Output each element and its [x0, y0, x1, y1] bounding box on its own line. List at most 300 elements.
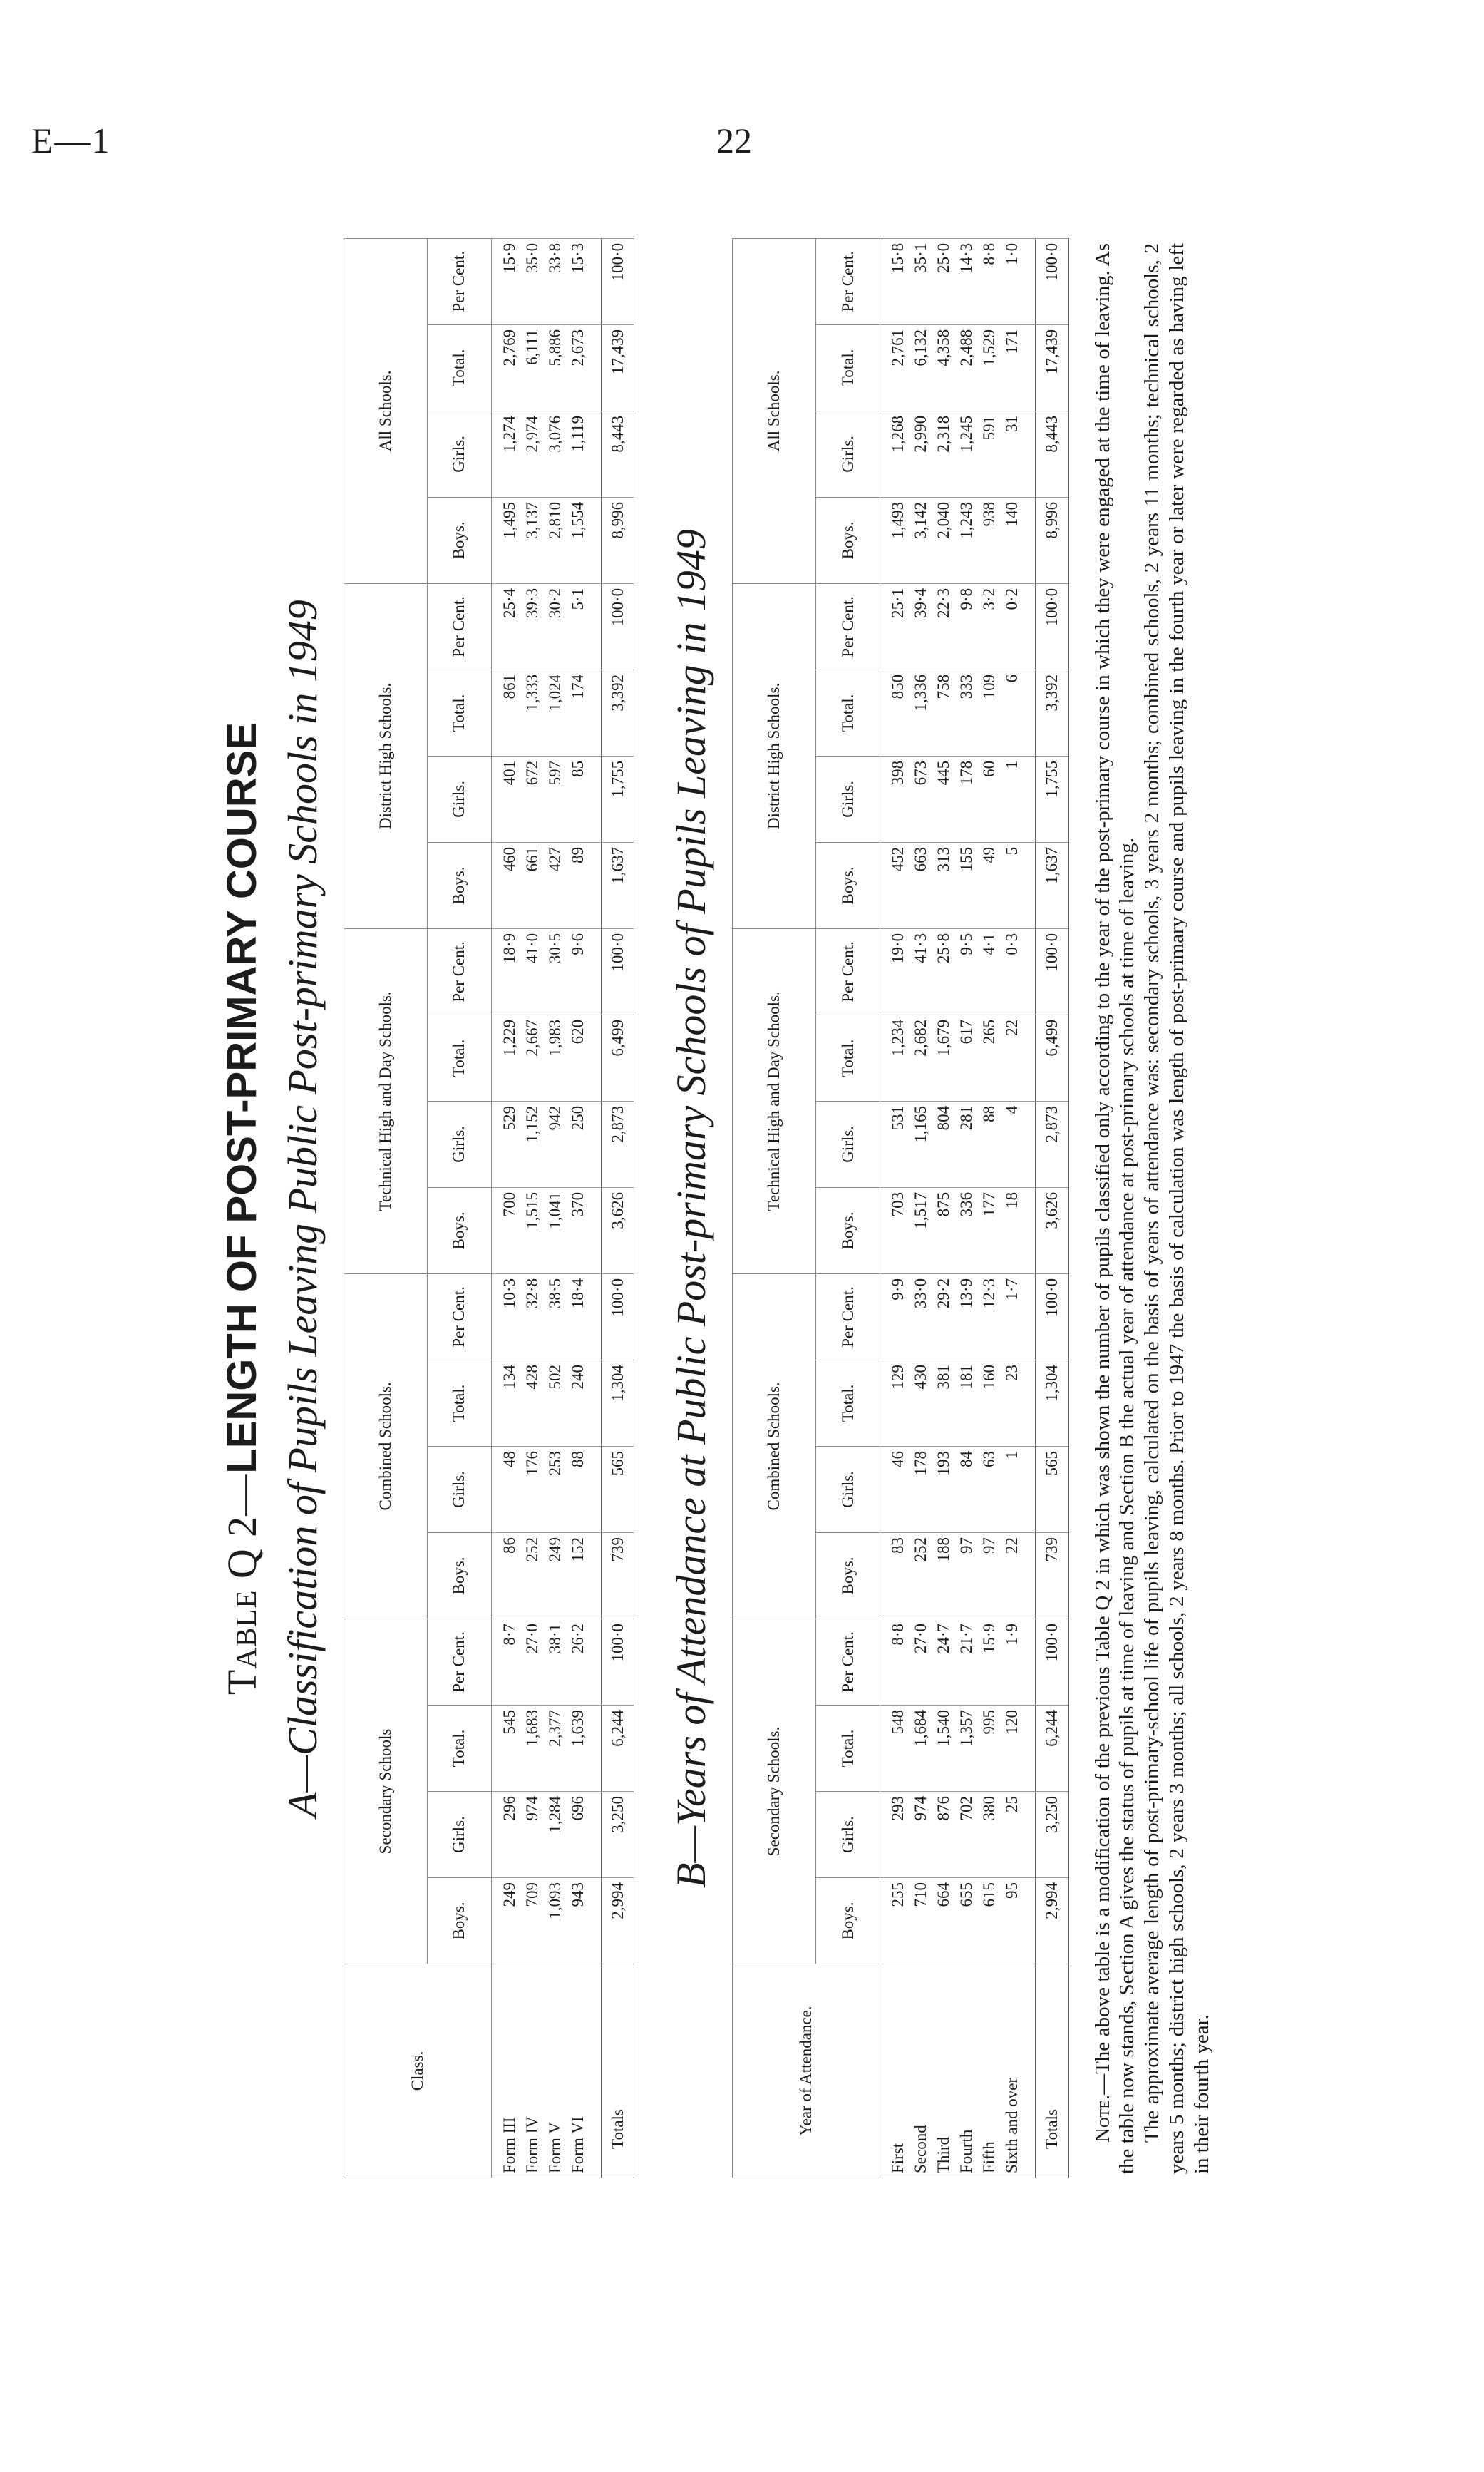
section-b-cell: 83	[880, 1532, 910, 1619]
section-b-row-label	[955, 1964, 978, 2178]
section-b-spacer-cell	[1024, 1706, 1036, 1792]
section-b-cell: 1,684	[910, 1706, 932, 1792]
section-a-spacer-cell	[589, 1964, 602, 2178]
section-b-spacer-cell	[1024, 1964, 1036, 2178]
section-a-cell: 974	[521, 1792, 544, 1878]
section-b-column-header: Total.	[816, 1706, 880, 1792]
section-a-totals-cell: 8,443	[601, 411, 634, 497]
section-b-cell: 41·3	[910, 928, 932, 1015]
section-a-column-header: Boys.	[428, 1187, 492, 1273]
section-b-column-header: Per Cent.	[816, 1619, 880, 1705]
section-b-totals-cell: 100·0	[1035, 238, 1068, 324]
section-b-header-cols	[816, 238, 880, 2178]
section-b-totals-cell: 6,499	[1035, 1015, 1068, 1101]
section-a-cell: 39·3	[521, 583, 544, 670]
section-a-cell: 2,667	[521, 1015, 544, 1101]
section-b-cell: 18	[1001, 1187, 1024, 1273]
section-b-row-label	[978, 1964, 1001, 2178]
section-b-group-header: All Schools.	[733, 238, 816, 583]
section-a-spacer-cell	[589, 1878, 602, 1964]
section-a-column-header: Boys.	[428, 1878, 492, 1964]
section-b-cell: 1	[1001, 1446, 1024, 1532]
section-b-cell: 19·0	[880, 928, 910, 1015]
section-b-spacer-cell	[1024, 842, 1036, 928]
section-b-spacer-cell	[1024, 1187, 1036, 1273]
section-a-totals-cell: 6,244	[601, 1706, 634, 1792]
section-a-row-label	[567, 1964, 589, 2178]
note-paragraph-1	[1091, 243, 1140, 2174]
section-b-column-header: Boys.	[816, 1532, 880, 1619]
section-b-header-groups	[733, 238, 816, 2178]
section-a-totals-cell: 100·0	[601, 238, 634, 324]
section-b-cell: 452	[880, 842, 910, 928]
section-a-cell: 38·5	[544, 1273, 567, 1360]
section-b-row-label	[932, 1964, 955, 2178]
section-a-column-header: Per Cent.	[428, 238, 492, 324]
section-a-cell: 2,769	[492, 324, 521, 411]
section-b-cell: 63	[978, 1446, 1001, 1532]
section-b-column-header: Per Cent.	[816, 238, 880, 324]
section-a-spacer-cell	[589, 1792, 602, 1878]
section-b-spacer-row	[1024, 238, 1036, 2178]
section-a-cell: 174	[567, 670, 589, 756]
section-a-cell: 249	[544, 1532, 567, 1619]
section-a-cell: 1,229	[492, 1015, 521, 1101]
section-b-cell: 31	[1001, 411, 1024, 497]
section-a-column-header: Boys.	[428, 842, 492, 928]
section-a-cell: 152	[567, 1532, 589, 1619]
section-b-cell: 1·9	[1001, 1619, 1024, 1705]
section-b-column-header: Boys.	[816, 1187, 880, 1273]
section-b-cell: 4,358	[932, 324, 955, 411]
section-b-spacer-cell	[1024, 1792, 1036, 1878]
section-a-column-header: Girls.	[428, 1446, 492, 1532]
section-b-cell: 1·0	[1001, 238, 1024, 324]
section-a-totals-row	[601, 238, 634, 2178]
section-b-table-row	[910, 238, 932, 2178]
section-b-cell: 938	[978, 497, 1001, 583]
section-a-cell: 1,024	[544, 670, 567, 756]
section-b-cell: 445	[932, 756, 955, 842]
section-b-cell: 2,682	[910, 1015, 932, 1101]
section-b-cell: 193	[932, 1446, 955, 1532]
section-b-cell: 265	[978, 1015, 1001, 1101]
section-b-cell: 95	[1001, 1878, 1024, 1964]
section-a-totals-cell: 100·0	[601, 1273, 634, 1360]
section-b-cell: 15·8	[880, 238, 910, 324]
section-b-cell: 531	[880, 1101, 910, 1187]
section-b-totals-cell: 100·0	[1035, 1273, 1068, 1360]
section-b-cell: 2,318	[932, 411, 955, 497]
section-a-cell: 943	[567, 1878, 589, 1964]
section-a-cell: 696	[567, 1792, 589, 1878]
section-b-cell: 8·8	[978, 238, 1001, 324]
section-a-column-header: Boys.	[428, 497, 492, 583]
section-a-cell: 5,886	[544, 324, 567, 411]
section-b-row-label-text: Second	[912, 2125, 930, 2173]
section-a-cell: 2,974	[521, 411, 544, 497]
section-b-cell: 0·3	[1001, 928, 1024, 1015]
section-b-cell: 398	[880, 756, 910, 842]
section-a-cell: 700	[492, 1187, 521, 1273]
section-a-totals-cell: 6,499	[601, 1015, 634, 1101]
note-paragraph-2: The approximate average length of post-primary-school life of pupils leaving, calculated on the basis of years of attendance was: secondary schools, 3 years 2 months; combined schools, 2 years 11 months; technical schools, 2 years 5 months; district high schools, 2 years 3 months; all schools, 2 years 8 months. Prior to 1947 the basis of calculation was length of post-primary course and pupils leaving in the fourth year or later were regarded as having left in their fourth year.	[1140, 243, 1213, 2174]
section-b-spacer-cell	[1024, 928, 1036, 1015]
section-a-title: A—Classification of Pupils Leaving Public Post-primary Schools in 1949	[279, 600, 326, 1817]
section-b-group-header: Combined Schools.	[733, 1273, 816, 1619]
page-code: E—1	[31, 120, 111, 160]
section-a-header	[344, 238, 492, 2178]
section-b-cell: 15·9	[978, 1619, 1001, 1705]
section-a-cell: 620	[567, 1015, 589, 1101]
section-a-cell: 3,137	[521, 497, 544, 583]
section-b-column-header: Total.	[816, 324, 880, 411]
section-b-cell: 313	[932, 842, 955, 928]
section-b-column-header: Per Cent.	[816, 1273, 880, 1360]
section-b-spacer-cell	[1024, 670, 1036, 756]
section-a-row-label	[492, 1964, 521, 2178]
section-a-cell: 1,333	[521, 670, 544, 756]
section-a-cell: 460	[492, 842, 521, 928]
section-a-totals-cell: 3,250	[601, 1792, 634, 1878]
section-b-spacer-cell	[1024, 411, 1036, 497]
section-b-column-header: Total.	[816, 670, 880, 756]
section-b-spacer-cell	[1024, 1619, 1036, 1705]
section-a-cell: 6,111	[521, 324, 544, 411]
section-b-totals-cell: 565	[1035, 1446, 1068, 1532]
section-b-cell: 12·3	[978, 1273, 1001, 1360]
section-a-cell: 253	[544, 1446, 567, 1532]
section-a-spacer-cell	[589, 1446, 602, 1532]
section-a-spacer-cell	[589, 756, 602, 842]
section-b-spacer-cell	[1024, 1273, 1036, 1360]
section-b-cell: 673	[910, 756, 932, 842]
section-b-totals-cell: 3,250	[1035, 1792, 1068, 1878]
section-b-group-header: Technical High and Day Schools.	[733, 928, 816, 1273]
section-b-cell: 22	[1001, 1015, 1024, 1101]
section-a-cell: 2,377	[544, 1706, 567, 1792]
section-a-group-header: District High Schools.	[344, 583, 428, 928]
section-a-totals-cell: 3,392	[601, 670, 634, 756]
section-a-spacer-cell	[589, 411, 602, 497]
section-a-column-header: Total.	[428, 670, 492, 756]
section-b-cell: 617	[955, 1015, 978, 1101]
section-a-cell: 3,076	[544, 411, 567, 497]
section-a-row-label	[544, 1964, 567, 2178]
section-b-cell: 109	[978, 670, 1001, 756]
section-b-row-label-text: First	[889, 2143, 907, 2173]
section-b-table-row	[978, 238, 1001, 2178]
section-b-body	[880, 238, 1068, 2178]
section-a-cell: 26·2	[567, 1619, 589, 1705]
section-b-cell: 804	[932, 1101, 955, 1187]
section-b-cell: 710	[910, 1878, 932, 1964]
section-b-totals-cell: 3,392	[1035, 670, 1068, 756]
section-b-totals-cell: 2,873	[1035, 1101, 1068, 1187]
section-a-totals-cell: 2,873	[601, 1101, 634, 1187]
section-b-column-header: Girls.	[816, 411, 880, 497]
section-a-group-header: All Schools.	[344, 238, 428, 583]
table-title-main: LENGTH OF POST-PRIMARY COURSE	[219, 722, 265, 1474]
section-b-column-header: Total.	[816, 1360, 880, 1446]
section-b-totals-cell: 2,994	[1035, 1878, 1068, 1964]
section-a-cell: 5·1	[567, 583, 589, 670]
section-b-cell: 1,529	[978, 324, 1001, 411]
section-a-row-label-text: Form VI	[568, 2116, 587, 2173]
section-b-row-label	[880, 1964, 910, 2178]
section-a-cell: 88	[567, 1446, 589, 1532]
section-b-spacer-cell	[1024, 1532, 1036, 1619]
section-b-cell: 4·1	[978, 928, 1001, 1015]
section-a-header-groups	[344, 238, 428, 2178]
section-a-cell: 176	[521, 1446, 544, 1532]
section-b-column-header: Boys.	[816, 1878, 880, 1964]
section-b-cell: 25·8	[932, 928, 955, 1015]
section-a-spacer-cell	[589, 238, 602, 324]
section-a-cell: 18·9	[492, 928, 521, 1015]
section-a-cell: 370	[567, 1187, 589, 1273]
section-b-cell: 22	[1001, 1532, 1024, 1619]
section-b-cell: 21·7	[955, 1619, 978, 1705]
section-b-totals-cell: 739	[1035, 1532, 1068, 1619]
section-a-table-row	[492, 238, 521, 2178]
section-a-spacer-cell	[589, 1187, 602, 1273]
section-b-title: B—Years of Attendance at Public Post-primary Schools of Pupils Leaving in 1949	[668, 529, 715, 1888]
section-b-cell: 2,761	[880, 324, 910, 411]
section-a-totals-cell: 565	[601, 1446, 634, 1532]
section-a-cell: 10·3	[492, 1273, 521, 1360]
section-a-group-header: Technical High and Day Schools.	[344, 928, 428, 1273]
section-b-cell: 1,234	[880, 1015, 910, 1101]
section-b-row-label-text: Third	[934, 2136, 953, 2173]
section-a-cell: 33·8	[544, 238, 567, 324]
section-a-totals-cell: 1,755	[601, 756, 634, 842]
section-a-column-header: Per Cent.	[428, 1273, 492, 1360]
section-a-row-label-text: Form IV	[522, 2116, 541, 2173]
section-b-table-row	[1001, 238, 1024, 2178]
section-a-spacer-cell	[589, 1273, 602, 1360]
section-a-spacer-cell	[589, 1015, 602, 1101]
section-b-spacer-cell	[1024, 1015, 1036, 1101]
section-a-table-row	[567, 238, 589, 2178]
section-a-cell: 252	[521, 1532, 544, 1619]
section-b-cell: 875	[932, 1187, 955, 1273]
section-b-cell: 129	[880, 1360, 910, 1446]
section-b-column-header: Girls.	[816, 1101, 880, 1187]
section-a-totals-cell: 1,637	[601, 842, 634, 928]
section-a-row-label	[521, 1964, 544, 2178]
section-b-table-row	[932, 238, 955, 2178]
section-a-cell: 249	[492, 1878, 521, 1964]
section-b-cell: 140	[1001, 497, 1024, 583]
section-b-totals-cell: 1,637	[1035, 842, 1068, 928]
section-b-cell: 88	[978, 1101, 1001, 1187]
section-a-table	[344, 238, 634, 2178]
section-b-cell: 1,243	[955, 497, 978, 583]
section-b-cell: 6	[1001, 670, 1024, 756]
section-b-cell: 252	[910, 1532, 932, 1619]
note-lead: Note.	[1091, 2094, 1114, 2143]
section-b-table-row	[955, 238, 978, 2178]
section-a-cell: 1,495	[492, 497, 521, 583]
section-b-cell: 655	[955, 1878, 978, 1964]
section-b-cell: 120	[1001, 1706, 1024, 1792]
table-title	[218, 239, 266, 2178]
section-a-cell: 1,274	[492, 411, 521, 497]
section-a-cell: 1,683	[521, 1706, 544, 1792]
section-a-cell: 1,093	[544, 1878, 567, 1964]
section-a-totals-cell: 17,439	[601, 324, 634, 411]
section-a-cell: 240	[567, 1360, 589, 1446]
section-b-cell: 29·2	[932, 1273, 955, 1360]
section-a-column-header: Boys.	[428, 1532, 492, 1619]
section-a-spacer-cell	[589, 497, 602, 583]
section-b-totals-cell: 8,443	[1035, 411, 1068, 497]
section-a-cell: 1,041	[544, 1187, 567, 1273]
section-a-row-label-text: Form V	[545, 2122, 564, 2173]
note-text-1: —The above table is a modification of the previous Table Q 2 in which was shown the number of pupils classified only according to the year of the post-primary course in which they were engaged at the time of leaving. As the table now stands, Section A gives the status of pupils at time of leaving and Section B the actual year of attendance at post-primary schools at time of leaving.	[1091, 243, 1139, 2174]
section-a-cell: 48	[492, 1446, 521, 1532]
section-b-cell: 6,132	[910, 324, 932, 411]
section-b-row-label-text: Sixth and over	[1002, 2077, 1021, 2173]
section-b-column-header: Per Cent.	[816, 583, 880, 670]
section-b-cell: 876	[932, 1792, 955, 1878]
section-b-cell: 548	[880, 1706, 910, 1792]
section-a-cell: 861	[492, 670, 521, 756]
section-a-column-header: Per Cent.	[428, 928, 492, 1015]
section-a-cell: 545	[492, 1706, 521, 1792]
section-a-cell: 134	[492, 1360, 521, 1446]
section-b-cell: 178	[910, 1446, 932, 1532]
section-a-cell: 2,810	[544, 497, 567, 583]
section-b-cell: 8·8	[880, 1619, 910, 1705]
section-a-spacer-cell	[589, 670, 602, 756]
note	[1091, 239, 1215, 2178]
section-b-cell: 155	[955, 842, 978, 928]
section-a-spacer-cell	[589, 1360, 602, 1446]
section-a-cell: 2,673	[567, 324, 589, 411]
section-b-cell: 1,245	[955, 411, 978, 497]
section-b-totals-cell: 1,304	[1035, 1360, 1068, 1446]
section-a-spacer-cell	[589, 324, 602, 411]
section-b-cell: 255	[880, 1878, 910, 1964]
section-b-cell: 9·5	[955, 928, 978, 1015]
section-b-cell: 27·0	[910, 1619, 932, 1705]
section-a-spacer-cell	[589, 1101, 602, 1187]
section-b-spacer-cell	[1024, 497, 1036, 583]
section-a-cell: 296	[492, 1792, 521, 1878]
section-b-cell: 3,142	[910, 497, 932, 583]
section-b-cell: 33·0	[910, 1273, 932, 1360]
section-a-cell: 942	[544, 1101, 567, 1187]
section-b-cell: 591	[978, 411, 1001, 497]
section-a-cell: 30·5	[544, 928, 567, 1015]
section-a-cell: 1,639	[567, 1706, 589, 1792]
section-a-spacer-row	[589, 238, 602, 2178]
section-b-cell: 0·2	[1001, 583, 1024, 670]
section-b-header	[733, 238, 880, 2178]
section-b-cell: 5	[1001, 842, 1024, 928]
section-b-cell: 35·1	[910, 238, 932, 324]
section-b-cell: 178	[955, 756, 978, 842]
section-b-cell: 13·9	[955, 1273, 978, 1360]
section-b-cell: 281	[955, 1101, 978, 1187]
section-a-totals-cell: 2,994	[601, 1878, 634, 1964]
section-b-totals-label: Totals	[1035, 1964, 1068, 2178]
section-b-cell: 430	[910, 1360, 932, 1446]
section-a-body	[492, 238, 634, 2178]
section-b-table-row	[880, 238, 910, 2178]
section-b-row-label-text: Fifth	[980, 2141, 999, 2173]
section-b-column-header: Girls.	[816, 756, 880, 842]
section-a-header-cols	[428, 238, 492, 2178]
section-a-cell: 18·4	[567, 1273, 589, 1360]
page-number: 22	[716, 120, 752, 160]
section-b-cell: 160	[978, 1360, 1001, 1446]
section-b-cell: 615	[978, 1878, 1001, 1964]
section-a-row-label-text: Form III	[500, 2117, 518, 2173]
section-b-row-label-text: Fourth	[957, 2129, 976, 2173]
section-b-cell: 9·8	[955, 583, 978, 670]
section-b-spacer-cell	[1024, 1360, 1036, 1446]
section-b-table	[732, 238, 1068, 2178]
section-b-totals-cell: 100·0	[1035, 928, 1068, 1015]
section-a-totals-cell: 3,626	[601, 1187, 634, 1273]
section-b-cell: 25	[1001, 1792, 1024, 1878]
section-a-group-header: Combined Schools.	[344, 1273, 428, 1619]
section-b-column-header: Girls.	[816, 1446, 880, 1532]
section-b-cell: 97	[955, 1532, 978, 1619]
section-b-column-header: Girls.	[816, 1792, 880, 1878]
section-b-cell: 49	[978, 842, 1001, 928]
section-a-cell: 661	[521, 842, 544, 928]
section-b-cell: 1,357	[955, 1706, 978, 1792]
section-a-totals-label: Totals	[601, 1964, 634, 2178]
section-b-spacer-cell	[1024, 583, 1036, 670]
section-a-cell: 1,152	[521, 1101, 544, 1187]
section-b-cell: 39·4	[910, 583, 932, 670]
section-b-cell: 60	[978, 756, 1001, 842]
section-a-column-header: Total.	[428, 1706, 492, 1792]
section-b-spacer-cell	[1024, 324, 1036, 411]
section-b-cell: 664	[932, 1878, 955, 1964]
section-a-cell: 597	[544, 756, 567, 842]
section-b-totals-row	[1035, 238, 1068, 2178]
section-b-cell: 381	[932, 1360, 955, 1446]
section-b-totals-cell: 6,244	[1035, 1706, 1068, 1792]
section-b-spacer-cell	[1024, 1101, 1036, 1187]
section-a-cell: 529	[492, 1101, 521, 1187]
section-a-cell: 30·2	[544, 583, 567, 670]
section-a-totals-cell: 8,996	[601, 497, 634, 583]
section-b-group-header: District High Schools.	[733, 583, 816, 928]
section-a-cell: 86	[492, 1532, 521, 1619]
section-b-cell: 1,679	[932, 1015, 955, 1101]
section-b-column-header: Boys.	[816, 842, 880, 928]
section-b-cell: 84	[955, 1446, 978, 1532]
section-a-cell: 9·6	[567, 928, 589, 1015]
section-a-totals-cell: 739	[601, 1532, 634, 1619]
section-a-cell: 41·0	[521, 928, 544, 1015]
section-b-cell: 188	[932, 1532, 955, 1619]
section-b-cell: 1,493	[880, 497, 910, 583]
section-a-cell: 15·9	[492, 238, 521, 324]
section-b-spacer-cell	[1024, 1878, 1036, 1964]
section-a-cell: 38·1	[544, 1619, 567, 1705]
section-b-cell: 1,517	[910, 1187, 932, 1273]
section-a-cell: 27·0	[521, 1619, 544, 1705]
section-b-column-header: Per Cent.	[816, 928, 880, 1015]
